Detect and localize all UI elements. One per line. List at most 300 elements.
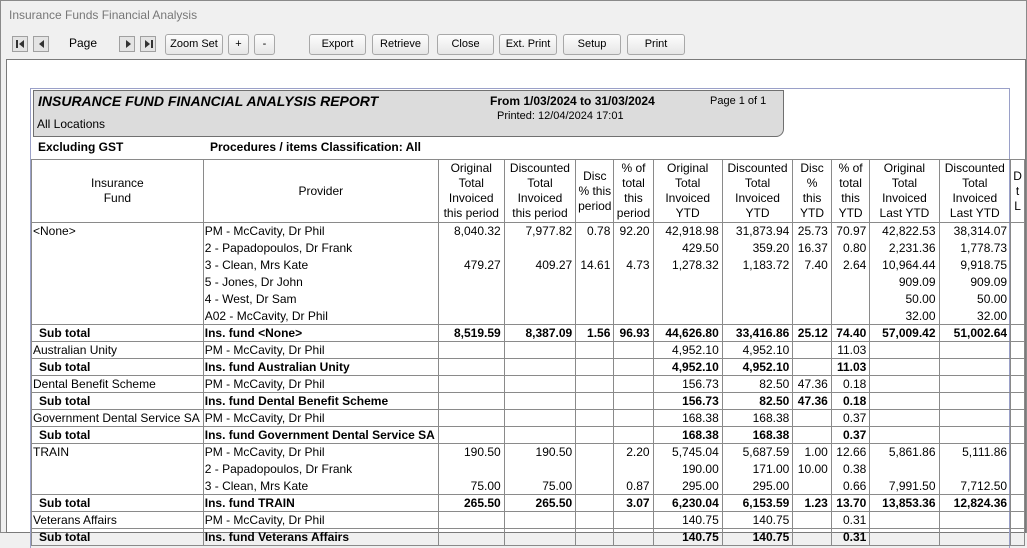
subtotal-row bbox=[32, 427, 1025, 444]
table-row bbox=[32, 308, 1025, 325]
table-cell: 140.75 bbox=[722, 512, 793, 529]
table-cell: 47.36 bbox=[793, 393, 832, 410]
table-cell bbox=[576, 342, 614, 359]
table-cell bbox=[438, 529, 504, 546]
column-header: Discounted Total Invoiced YTD bbox=[722, 160, 793, 223]
table-cell: 190.50 bbox=[504, 444, 576, 461]
table-cell bbox=[793, 410, 832, 427]
table-cell bbox=[614, 512, 653, 529]
report-preview[interactable] bbox=[6, 59, 1026, 544]
table-cell: <None> bbox=[32, 223, 204, 240]
table-cell: 156.73 bbox=[653, 393, 722, 410]
table-cell bbox=[32, 257, 204, 274]
first-bar-icon bbox=[16, 40, 18, 48]
table-cell bbox=[504, 240, 576, 257]
table-cell: 265.50 bbox=[504, 495, 576, 512]
table-cell: 6,230.04 bbox=[653, 495, 722, 512]
table-cell bbox=[793, 308, 832, 325]
table-cell bbox=[504, 512, 576, 529]
table-cell bbox=[939, 529, 1011, 546]
table-cell bbox=[32, 291, 204, 308]
table-cell bbox=[504, 308, 576, 325]
table-row bbox=[32, 512, 1025, 529]
table-cell bbox=[32, 461, 204, 478]
table-cell bbox=[614, 291, 653, 308]
table-cell: 2 - Papadopoulos, Dr Frank bbox=[203, 240, 438, 257]
table-cell bbox=[653, 308, 722, 325]
table-cell: Ins. fund TRAIN bbox=[203, 495, 438, 512]
table-cell bbox=[576, 308, 614, 325]
table-cell bbox=[576, 461, 614, 478]
table-row bbox=[32, 257, 1025, 274]
table-cell bbox=[614, 427, 653, 444]
table-cell bbox=[1011, 274, 1025, 291]
table-cell: 909.09 bbox=[939, 274, 1011, 291]
report-header bbox=[33, 90, 784, 137]
table-cell: PM - McCavity, Dr Phil bbox=[203, 410, 438, 427]
retrieve-button[interactable]: Retrieve bbox=[372, 34, 429, 55]
table-cell: 2.20 bbox=[614, 444, 653, 461]
table-cell bbox=[504, 359, 576, 376]
table-cell: 4.73 bbox=[614, 257, 653, 274]
table-cell bbox=[576, 512, 614, 529]
table-cell bbox=[939, 359, 1011, 376]
table-cell bbox=[576, 529, 614, 546]
table-cell bbox=[1011, 478, 1025, 495]
table-cell: 75.00 bbox=[504, 478, 576, 495]
analysis-table bbox=[31, 159, 1025, 546]
toolbar bbox=[1, 33, 1026, 57]
table-cell bbox=[504, 342, 576, 359]
table-cell bbox=[870, 529, 939, 546]
column-header: Insurance Fund bbox=[32, 160, 204, 223]
table-cell bbox=[614, 240, 653, 257]
table-cell bbox=[831, 274, 870, 291]
column-header: Discounted Total Invoiced Last YTD bbox=[939, 160, 1011, 223]
table-cell: 156.73 bbox=[653, 376, 722, 393]
table-cell: 2.64 bbox=[831, 257, 870, 274]
table-cell: 25.12 bbox=[793, 325, 832, 342]
table-cell bbox=[722, 274, 793, 291]
table-cell bbox=[576, 478, 614, 495]
print-button[interactable]: Print bbox=[627, 34, 685, 55]
table-cell bbox=[1011, 325, 1025, 342]
table-cell: 168.38 bbox=[653, 410, 722, 427]
table-cell: Sub total bbox=[32, 529, 204, 546]
table-cell bbox=[793, 274, 832, 291]
table-cell: 5,111.86 bbox=[939, 444, 1011, 461]
table-cell: 3 - Clean, Mrs Kate bbox=[203, 257, 438, 274]
table-row bbox=[32, 342, 1025, 359]
table-cell: 265.50 bbox=[438, 495, 504, 512]
first-page-icon bbox=[19, 40, 24, 48]
table-cell bbox=[438, 240, 504, 257]
table-cell: 190.00 bbox=[653, 461, 722, 478]
table-cell: 1.23 bbox=[793, 495, 832, 512]
page-label: Page bbox=[69, 36, 98, 50]
table-cell bbox=[1011, 444, 1025, 461]
table-cell bbox=[614, 393, 653, 410]
table-cell: 190.50 bbox=[438, 444, 504, 461]
close-button[interactable]: Close bbox=[437, 34, 494, 55]
column-header: Discounted Total Invoiced this period bbox=[504, 160, 576, 223]
table-row bbox=[32, 410, 1025, 427]
table-cell: 3.07 bbox=[614, 495, 653, 512]
last-bar-icon bbox=[151, 40, 153, 48]
report-printed-date: Printed: 12/04/2024 17:01 bbox=[497, 110, 624, 122]
table-cell: 0.37 bbox=[831, 427, 870, 444]
report-date-range: From 1/03/2024 to 31/03/2024 bbox=[490, 94, 655, 108]
table-cell bbox=[614, 308, 653, 325]
table-cell bbox=[1011, 257, 1025, 274]
table-cell: Australian Unity bbox=[32, 342, 204, 359]
table-cell bbox=[1011, 512, 1025, 529]
table-cell bbox=[870, 461, 939, 478]
table-cell: Veterans Affairs bbox=[32, 512, 204, 529]
table-cell: 10.00 bbox=[793, 461, 832, 478]
column-header: Original Total Invoiced Last YTD bbox=[870, 160, 939, 223]
table-cell bbox=[576, 240, 614, 257]
table-cell: 9,918.75 bbox=[939, 257, 1011, 274]
table-cell: 32.00 bbox=[870, 308, 939, 325]
table-cell bbox=[576, 393, 614, 410]
export-button[interactable]: Export bbox=[309, 34, 366, 55]
table-cell bbox=[1011, 240, 1025, 257]
table-cell: 1.00 bbox=[793, 444, 832, 461]
table-cell: 1,278.32 bbox=[653, 257, 722, 274]
report-page-number: Page 1 of 1 bbox=[710, 95, 767, 107]
table-cell bbox=[504, 427, 576, 444]
table-cell: 1,183.72 bbox=[722, 257, 793, 274]
column-header: Disc % this YTD bbox=[793, 160, 832, 223]
zoom-in-button[interactable]: + bbox=[228, 34, 249, 55]
table-cell bbox=[614, 410, 653, 427]
table-cell bbox=[722, 308, 793, 325]
table-cell bbox=[793, 291, 832, 308]
table-cell bbox=[438, 393, 504, 410]
table-cell: 140.75 bbox=[653, 512, 722, 529]
table-row bbox=[32, 444, 1025, 461]
subtotal-row bbox=[32, 393, 1025, 410]
table-cell: 0.38 bbox=[831, 461, 870, 478]
table-cell: 4,952.10 bbox=[722, 342, 793, 359]
table-cell bbox=[438, 291, 504, 308]
table-cell: PM - McCavity, Dr Phil bbox=[203, 223, 438, 240]
table-cell: 4,952.10 bbox=[722, 359, 793, 376]
zoom-set-button[interactable]: Zoom Set bbox=[165, 34, 223, 55]
table-cell bbox=[32, 240, 204, 257]
table-cell: 4 - West, Dr Sam bbox=[203, 291, 438, 308]
table-cell: 140.75 bbox=[722, 529, 793, 546]
table-cell: 7,977.82 bbox=[504, 223, 576, 240]
subtotal-row bbox=[32, 529, 1025, 546]
table-cell bbox=[438, 359, 504, 376]
table-cell: 5,687.59 bbox=[722, 444, 793, 461]
table-cell: 359.20 bbox=[722, 240, 793, 257]
table-row bbox=[32, 461, 1025, 478]
table-cell: 13,853.36 bbox=[870, 495, 939, 512]
table-cell bbox=[1011, 393, 1025, 410]
next-page-icon bbox=[126, 40, 131, 48]
table-cell bbox=[614, 529, 653, 546]
table-cell bbox=[1011, 223, 1025, 240]
table-cell bbox=[722, 291, 793, 308]
report-title: INSURANCE FUND FINANCIAL ANALYSIS REPORT bbox=[38, 93, 379, 109]
column-header: Original Total Invoiced this period bbox=[438, 160, 504, 223]
table-cell: 7,712.50 bbox=[939, 478, 1011, 495]
table-cell bbox=[614, 342, 653, 359]
table-cell: Ins. fund Veterans Affairs bbox=[203, 529, 438, 546]
table-cell: 57,009.42 bbox=[870, 325, 939, 342]
table-cell: 8,387.09 bbox=[504, 325, 576, 342]
table-cell bbox=[438, 512, 504, 529]
table-cell: 7,991.50 bbox=[870, 478, 939, 495]
table-cell bbox=[939, 461, 1011, 478]
table-cell: 171.00 bbox=[722, 461, 793, 478]
table-cell bbox=[438, 376, 504, 393]
table-cell: Dental Benefit Scheme bbox=[32, 376, 204, 393]
table-cell bbox=[793, 359, 832, 376]
table-cell: 0.80 bbox=[831, 240, 870, 257]
table-cell bbox=[939, 342, 1011, 359]
table-cell bbox=[1011, 427, 1025, 444]
first-page-button[interactable] bbox=[12, 36, 28, 52]
table-cell: 10,964.44 bbox=[870, 257, 939, 274]
subtotal-row bbox=[32, 495, 1025, 512]
table-cell: Sub total bbox=[32, 325, 204, 342]
table-cell bbox=[504, 410, 576, 427]
column-header: Provider bbox=[203, 160, 438, 223]
table-cell: 0.31 bbox=[831, 512, 870, 529]
table-cell bbox=[939, 410, 1011, 427]
table-cell bbox=[1011, 376, 1025, 393]
table-cell: 0.37 bbox=[831, 410, 870, 427]
table-cell: 5,861.86 bbox=[870, 444, 939, 461]
classification-label: Procedures / items Classification: All bbox=[210, 140, 421, 154]
table-cell bbox=[504, 393, 576, 410]
table-cell: 75.00 bbox=[438, 478, 504, 495]
subtotal-row bbox=[32, 325, 1025, 342]
table-cell: A02 - McCavity, Dr Phil bbox=[203, 308, 438, 325]
table-cell: 7.40 bbox=[793, 257, 832, 274]
table-cell: Sub total bbox=[32, 359, 204, 376]
table-cell bbox=[793, 512, 832, 529]
table-cell: 5 - Jones, Dr John bbox=[203, 274, 438, 291]
table-row bbox=[32, 478, 1025, 495]
table-cell bbox=[438, 308, 504, 325]
table-cell: 140.75 bbox=[653, 529, 722, 546]
table-cell: 168.38 bbox=[722, 427, 793, 444]
table-cell: 25.73 bbox=[793, 223, 832, 240]
table-cell bbox=[576, 291, 614, 308]
table-cell: 13.70 bbox=[831, 495, 870, 512]
table-cell bbox=[793, 342, 832, 359]
table-cell: 70.97 bbox=[831, 223, 870, 240]
table-body bbox=[32, 223, 1025, 546]
ext-print-button[interactable]: Ext. Print bbox=[499, 34, 557, 55]
window-title: Insurance Funds Financial Analysis bbox=[9, 8, 198, 22]
table-cell: 96.93 bbox=[614, 325, 653, 342]
prev-page-button[interactable] bbox=[33, 36, 49, 52]
table-cell bbox=[831, 308, 870, 325]
table-cell: PM - McCavity, Dr Phil bbox=[203, 444, 438, 461]
table-cell bbox=[438, 427, 504, 444]
zoom-out-button[interactable]: - bbox=[254, 34, 275, 55]
table-cell: 909.09 bbox=[870, 274, 939, 291]
prev-page-icon bbox=[39, 40, 44, 48]
table-cell bbox=[504, 274, 576, 291]
table-cell bbox=[504, 376, 576, 393]
table-cell bbox=[32, 478, 204, 495]
table-cell: 42,822.53 bbox=[870, 223, 939, 240]
table-cell: 12,824.36 bbox=[939, 495, 1011, 512]
table-cell bbox=[939, 376, 1011, 393]
table-cell bbox=[870, 427, 939, 444]
table-row bbox=[32, 274, 1025, 291]
table-cell: Ins. fund Australian Unity bbox=[203, 359, 438, 376]
table-cell bbox=[614, 359, 653, 376]
table-cell bbox=[614, 461, 653, 478]
table-cell: 0.78 bbox=[576, 223, 614, 240]
table-cell: 2,231.36 bbox=[870, 240, 939, 257]
column-header: D t L bbox=[1011, 160, 1025, 223]
table-cell bbox=[576, 495, 614, 512]
table-cell bbox=[438, 274, 504, 291]
table-cell bbox=[32, 308, 204, 325]
table-row bbox=[32, 223, 1025, 240]
table-cell bbox=[576, 376, 614, 393]
table-cell bbox=[870, 376, 939, 393]
column-header: Original Total Invoiced YTD bbox=[653, 160, 722, 223]
table-cell: 12.66 bbox=[831, 444, 870, 461]
table-cell bbox=[1011, 308, 1025, 325]
table-cell: 42,918.98 bbox=[653, 223, 722, 240]
table-cell: 1,778.73 bbox=[939, 240, 1011, 257]
table-cell: 32.00 bbox=[939, 308, 1011, 325]
table-cell: 3 - Clean, Mrs Kate bbox=[203, 478, 438, 495]
table-cell bbox=[438, 410, 504, 427]
table-cell: 429.50 bbox=[653, 240, 722, 257]
table-cell: PM - McCavity, Dr Phil bbox=[203, 512, 438, 529]
table-cell bbox=[576, 274, 614, 291]
table-cell bbox=[504, 291, 576, 308]
next-page-button[interactable] bbox=[119, 36, 135, 52]
table-cell bbox=[939, 393, 1011, 410]
table-cell: PM - McCavity, Dr Phil bbox=[203, 376, 438, 393]
table-row bbox=[32, 376, 1025, 393]
column-header: % of total this period bbox=[614, 160, 653, 223]
table-cell: 409.27 bbox=[504, 257, 576, 274]
table-cell: PM - McCavity, Dr Phil bbox=[203, 342, 438, 359]
table-cell: 82.50 bbox=[722, 376, 793, 393]
table-cell: 0.18 bbox=[831, 376, 870, 393]
table-cell bbox=[793, 427, 832, 444]
table-cell: 50.00 bbox=[939, 291, 1011, 308]
table-cell: 8,519.59 bbox=[438, 325, 504, 342]
table-cell: Ins. fund Dental Benefit Scheme bbox=[203, 393, 438, 410]
table-cell: 0.18 bbox=[831, 393, 870, 410]
table-cell: 4,952.10 bbox=[653, 359, 722, 376]
table-cell bbox=[653, 274, 722, 291]
table-cell: 50.00 bbox=[870, 291, 939, 308]
table-cell bbox=[831, 291, 870, 308]
table-cell bbox=[870, 512, 939, 529]
table-cell: 0.31 bbox=[831, 529, 870, 546]
table-cell: 33,416.86 bbox=[722, 325, 793, 342]
table-row bbox=[32, 240, 1025, 257]
table-cell: 38,314.07 bbox=[939, 223, 1011, 240]
last-page-button[interactable] bbox=[140, 36, 156, 52]
table-cell bbox=[614, 274, 653, 291]
table-cell bbox=[1011, 291, 1025, 308]
table-cell bbox=[438, 461, 504, 478]
table-cell bbox=[1011, 495, 1025, 512]
table-cell: 479.27 bbox=[438, 257, 504, 274]
table-cell bbox=[870, 410, 939, 427]
table-cell: 14.61 bbox=[576, 257, 614, 274]
table-cell: Ins. fund <None> bbox=[203, 325, 438, 342]
table-cell bbox=[870, 393, 939, 410]
table-cell bbox=[793, 529, 832, 546]
table-cell: Ins. fund Government Dental Service SA bbox=[203, 427, 438, 444]
gst-label: Excluding GST bbox=[38, 140, 124, 154]
table-cell bbox=[1011, 461, 1025, 478]
table-cell: 16.37 bbox=[793, 240, 832, 257]
table-cell bbox=[793, 478, 832, 495]
table-cell: 31,873.94 bbox=[722, 223, 793, 240]
table-cell bbox=[576, 410, 614, 427]
table-cell: 47.36 bbox=[793, 376, 832, 393]
table-cell: 51,002.64 bbox=[939, 325, 1011, 342]
table-cell: 295.00 bbox=[722, 478, 793, 495]
table-cell: 11.03 bbox=[831, 359, 870, 376]
table-cell: 82.50 bbox=[722, 393, 793, 410]
table-cell: 6,153.59 bbox=[722, 495, 793, 512]
table-cell: Sub total bbox=[32, 393, 204, 410]
table-cell: 74.40 bbox=[831, 325, 870, 342]
table-cell: 0.66 bbox=[831, 478, 870, 495]
table-cell bbox=[576, 359, 614, 376]
table-cell: 4,952.10 bbox=[653, 342, 722, 359]
table-cell bbox=[653, 291, 722, 308]
table-cell bbox=[576, 444, 614, 461]
table-cell: 11.03 bbox=[831, 342, 870, 359]
setup-button[interactable]: Setup bbox=[563, 34, 621, 55]
table-cell: 5,745.04 bbox=[653, 444, 722, 461]
table-row bbox=[32, 291, 1025, 308]
table-cell bbox=[504, 461, 576, 478]
table-header-row bbox=[32, 160, 1025, 223]
table-cell bbox=[1011, 359, 1025, 376]
table-cell: 295.00 bbox=[653, 478, 722, 495]
table-cell: Government Dental Service SA bbox=[32, 410, 204, 427]
table-cell: 1.56 bbox=[576, 325, 614, 342]
table-cell: 2 - Papadopoulos, Dr Frank bbox=[203, 461, 438, 478]
table-cell: TRAIN bbox=[32, 444, 204, 461]
table-cell: 168.38 bbox=[722, 410, 793, 427]
column-header: Disc % this period bbox=[576, 160, 614, 223]
table-cell bbox=[870, 359, 939, 376]
table-cell: 92.20 bbox=[614, 223, 653, 240]
table-cell: 0.87 bbox=[614, 478, 653, 495]
table-cell: 44,626.80 bbox=[653, 325, 722, 342]
table-cell: Sub total bbox=[32, 427, 204, 444]
table-cell bbox=[438, 342, 504, 359]
table-cell bbox=[939, 512, 1011, 529]
table-cell bbox=[614, 376, 653, 393]
table-cell bbox=[576, 427, 614, 444]
table-cell: Sub total bbox=[32, 495, 204, 512]
